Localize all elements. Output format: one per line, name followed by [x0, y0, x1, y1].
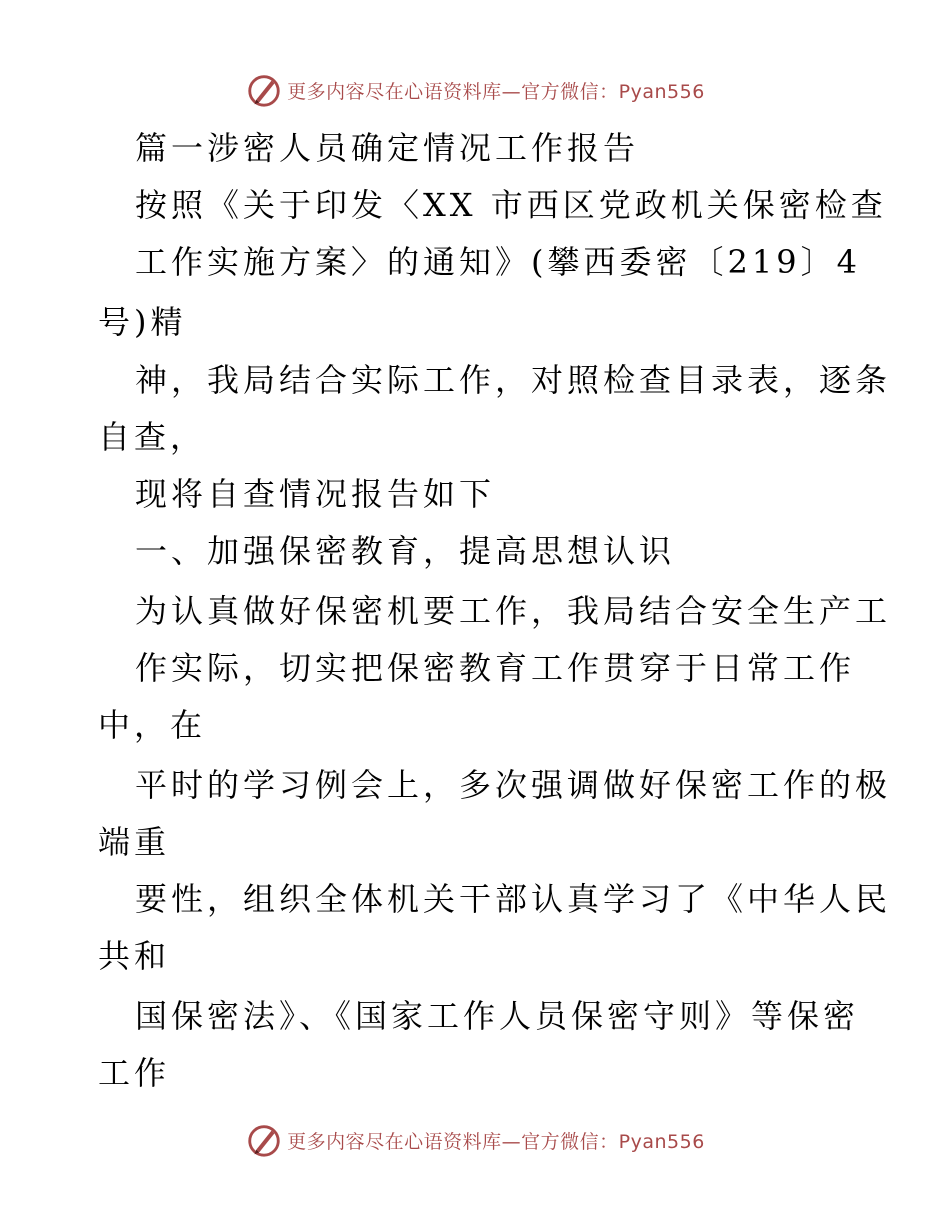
- paragraph-line: 自查，: [98, 418, 207, 456]
- section-heading: 一、加强保密教育，提高思想认识: [135, 532, 676, 570]
- pen-circle-icon: [245, 71, 283, 109]
- paragraph-line: 共和: [98, 937, 171, 975]
- paragraph-line: 为认真做好保密机要工作，我局结合安全生产工: [135, 592, 892, 630]
- paragraph-line: 神，我局结合实际工作，对照检查目录表，逐条: [135, 361, 892, 399]
- paragraph-line: 中，在: [98, 706, 207, 744]
- doc-title: 篇一涉密人员确定情况工作报告: [135, 129, 640, 167]
- watermark-text: 更多内容尽在心语资料库—官方微信：Pyan556: [287, 1130, 705, 1153]
- paragraph-line: 号)精: [98, 303, 187, 341]
- paragraph-line: 平时的学习例会上，多次强调做好保密工作的极: [135, 766, 892, 804]
- pen-circle-icon: [245, 1121, 283, 1159]
- paragraph-line: 要性，组织全体机关干部认真学习了《中华人民: [135, 880, 892, 918]
- paragraph-line: 按照《关于印发〈XX 市西区党政机关保密检查: [135, 186, 887, 224]
- paragraph-line: 现将自查情况报告如下: [135, 475, 496, 513]
- paragraph-line: 工作实施方案〉的通知》(攀西委密〔219〕4: [135, 243, 861, 281]
- paragraph-line: 国保密法》、《国家工作人员保密守则》等保密: [135, 997, 860, 1035]
- footer-watermark: [0, 1120, 950, 1160]
- watermark-text: 更多内容尽在心语资料库—官方微信：Pyan556: [287, 80, 705, 103]
- paragraph-line: 工作: [98, 1054, 171, 1092]
- paragraph-line: 端重: [98, 823, 171, 861]
- header-watermark: [0, 70, 950, 110]
- paragraph-line: 作实际，切实把保密教育工作贯穿于日常工作: [135, 649, 856, 687]
